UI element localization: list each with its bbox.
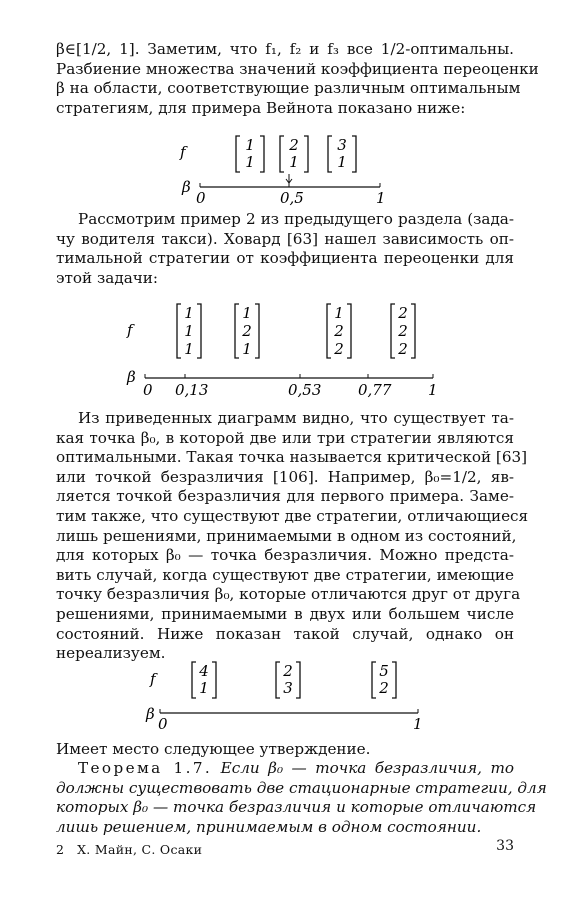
vector-entry: 1 (184, 304, 194, 322)
tick-label: 1 (376, 189, 386, 207)
text-line: или точкой безразличия [106]. Например, β₀=1/2, яв- (56, 467, 514, 486)
diagram-3 (140, 656, 440, 736)
text-line: Из приведенных диаграмм видно, что существует та- (78, 409, 514, 427)
vector-entry: 2 (283, 662, 293, 680)
vector-entry: 1 (245, 136, 255, 154)
vector-entry: 2 (334, 322, 344, 340)
vector-1 (236, 136, 264, 172)
signature-number: 2 (56, 842, 65, 857)
vector-2 (276, 662, 300, 698)
text-line: тимальной стратегии от коэффициента переоценки для (56, 249, 514, 268)
tick-label: 1 (413, 715, 423, 733)
vector-entry: 3 (337, 136, 347, 154)
diagram-1-svg (172, 130, 392, 210)
beta-label: β (182, 178, 191, 196)
vector-entry: 3 (283, 679, 293, 697)
vector-entry: 1 (334, 304, 344, 322)
tick-label: 0,77 (358, 381, 392, 399)
signature-authors: Х. Майн, С. Осаки (77, 842, 203, 857)
vector-entry: 1 (184, 340, 194, 358)
vector-entry: 1 (289, 153, 299, 171)
text-line: кая точка β₀, в которой две или три стратегии являются (56, 428, 514, 447)
diagram-2 (115, 298, 445, 404)
vector-3 (328, 136, 356, 172)
diagram-3-svg (140, 656, 440, 736)
vector-entry: 2 (398, 304, 408, 322)
diagram-2-svg (115, 298, 445, 404)
text-line: решениями, принимаемыми в двух или большем числе (56, 604, 514, 623)
vector-entry: 2 (334, 340, 344, 358)
tick-label: 0,5 (280, 189, 304, 207)
text-line: ляется точкой безразличия для первого примера. Заме- (56, 487, 514, 506)
paragraph-4 (56, 740, 514, 760)
theorem-label: Теорема 1.7. (78, 759, 213, 777)
f-label: f (180, 143, 186, 161)
vector-entry: 2 (398, 322, 408, 340)
theorem-1-7 (56, 759, 547, 837)
text-line: которых β₀ — точка безразличия и которые отличаются (56, 798, 537, 817)
page-number: 33 (496, 838, 514, 854)
vector-1 (177, 304, 201, 358)
vector-entry: 1 (242, 304, 252, 322)
text-line: чу водителя такси). Ховард [63] нашел зависимость оп- (56, 229, 514, 248)
text-line: β на области, соответствующие различным оптимальным (56, 79, 521, 98)
paragraph-2 (56, 210, 514, 288)
text-line: β∈[1/2, 1]. Заметим, что f₁, f₂ и f₃ все 1/2-оптимальны. (56, 40, 514, 58)
text-line: тим также, что существуют две стратегии, отличающиеся (56, 506, 529, 525)
text-line: стратегиям, для примера Вейнота показано ниже: (56, 98, 466, 117)
text-line: оптимальными. Такая точка называется критической [63] (56, 448, 528, 467)
vector-entry: 1 (199, 679, 209, 697)
vector-3 (327, 304, 351, 358)
signature-mark (56, 842, 202, 857)
paragraph-1 (56, 40, 539, 118)
vector-entry: 5 (379, 662, 389, 680)
text-line: должны существовать две стационарные стратегии, для (56, 778, 547, 797)
f-label: f (127, 321, 133, 339)
vector-entry: 2 (242, 322, 252, 340)
text-line: точку безразличия β₀, которые отличаются друг от друга (56, 585, 521, 604)
text-line: нереализуем. (56, 644, 166, 663)
vector-entry: 1 (245, 153, 255, 171)
beta-label: β (146, 705, 155, 723)
arrow-down-icon (286, 174, 292, 183)
tick-label: 0 (143, 381, 153, 399)
tick-label: 0,53 (288, 381, 322, 399)
vector-entry: 2 (289, 136, 299, 154)
text-line: Разбиение множества значений коэффициента переоценки (56, 59, 539, 78)
theorem-text: Если β₀ — точка безразличия, то (220, 759, 515, 777)
tick-label: 0,13 (175, 381, 209, 399)
text-line: Рассмотрим пример 2 из предыдущего раздела (зада- (78, 210, 514, 228)
paragraph-3 (56, 409, 529, 664)
text-line: Имеет место следующее утверждение. (56, 740, 371, 758)
diagram-1 (172, 130, 392, 210)
text-line (56, 759, 514, 779)
vector-2 (235, 304, 259, 358)
vector-3 (372, 662, 396, 698)
vector-entry: 2 (398, 340, 408, 358)
vector-entry: 2 (379, 679, 389, 697)
vector-entry: 1 (337, 153, 347, 171)
f-label: f (150, 670, 156, 688)
tick-label: 1 (428, 381, 438, 399)
beta-label: β (127, 368, 136, 386)
vector-2 (280, 136, 308, 172)
tick-label: 0 (196, 189, 206, 207)
text-line: состояний. Ниже показан такой случай, однако он (56, 624, 514, 643)
vector-4 (391, 304, 415, 358)
text-line: этой задачи: (56, 268, 159, 287)
text-line: для которых β₀ — точка безразличия. Можно предста- (56, 546, 514, 565)
vector-1 (192, 662, 216, 698)
text-line: лишь решением, принимаемым в одном состоянии. (56, 817, 482, 836)
vector-entry: 1 (242, 340, 252, 358)
text-line: вить случай, когда существуют две стратегии, имеющие (56, 565, 514, 584)
vector-entry: 1 (184, 322, 194, 340)
vector-entry: 4 (199, 662, 209, 680)
tick-label: 0 (158, 715, 168, 733)
text-line: лишь решениями, принимаемыми в одном из состояний, (56, 526, 517, 545)
